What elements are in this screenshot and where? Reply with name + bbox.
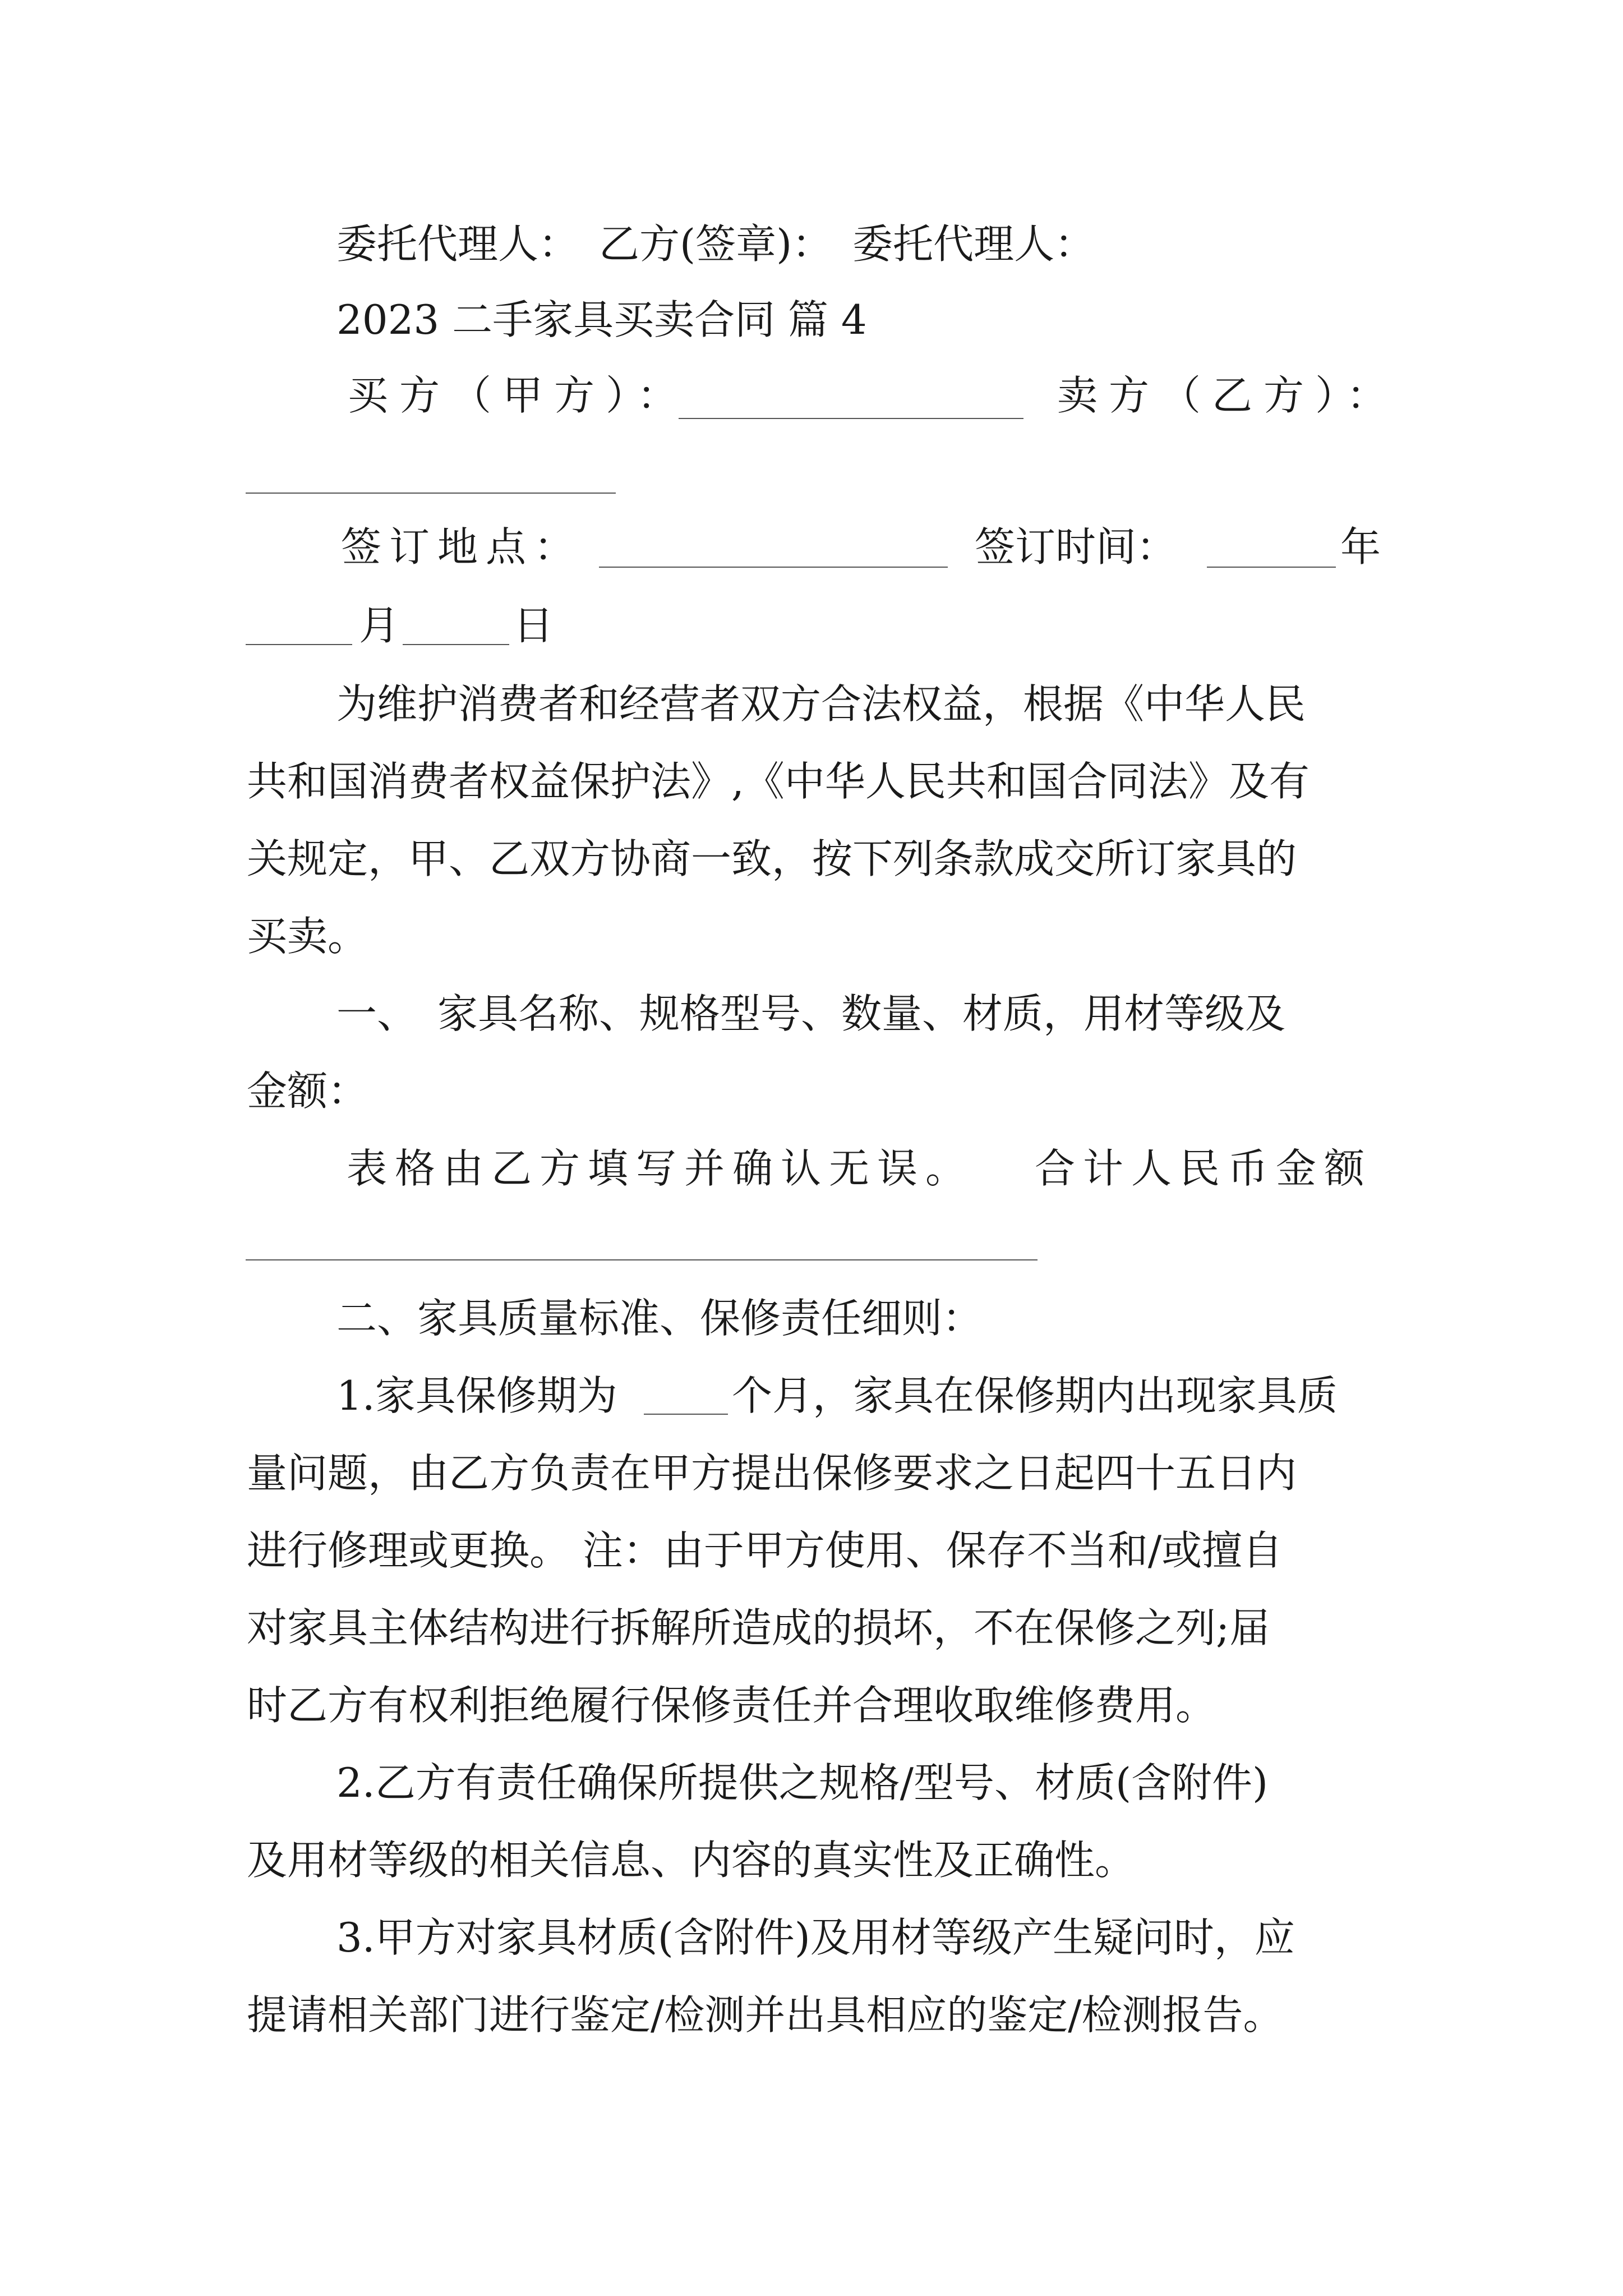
paragraph-line: 2.乙方有责任确保所提供之规格/型号、材质(含附件) [336, 1759, 1269, 1806]
buyer-label: 买方（甲方）： [348, 372, 689, 419]
seller-blank [246, 493, 616, 494]
signature-line: 委托代理人： 乙方(签章)： 委托代理人： [336, 220, 1095, 268]
paragraph-line: 金额： [247, 1068, 368, 1115]
paragraph-line: 关规定，甲、乙双方协商一致，按下列条款成交所订家具的 [247, 835, 1297, 882]
buyer-blank [679, 418, 1023, 419]
paragraph-line: 共和国消费者权益保护法》,《中华人民共和国合同法》及有 [247, 758, 1310, 805]
year-blank [1207, 567, 1336, 568]
paragraph-line: 提请相关部门进行鉴定/检测并出具相应的鉴定/检测报告。 [247, 1991, 1284, 2039]
year-label: 年 [1340, 523, 1381, 570]
clause-heading: 二、家具质量标准、保修责任细则： [336, 1295, 983, 1342]
signing-place-blank [599, 567, 948, 568]
paragraph-line: 3.甲方对家具材质(含附件)及用材等级产生疑问时，应 [336, 1914, 1295, 1961]
signing-place-label: 签订地点： [341, 523, 583, 570]
total-amount-blank [246, 1259, 1038, 1260]
month-blank [246, 644, 352, 645]
month-label: 月 [359, 602, 400, 649]
paragraph-line: 个月，家具在保修期内出现家具质 [732, 1372, 1338, 1419]
paragraph-line: 对家具主体结构进行拆解所造成的损坏，不在保修之列;届 [247, 1604, 1270, 1651]
seller-label: 卖方（乙方）： [1057, 372, 1399, 419]
section-title: 2023 二手家具买卖合同 篇 4 [336, 296, 867, 343]
paragraph-line: 量问题，由乙方负责在甲方提出保修要求之日起四十五日内 [247, 1450, 1297, 1497]
paragraph-line: 时乙方有权利拒绝履行保修责任并合理收取维修费用。 [247, 1682, 1216, 1729]
paragraph-line: 为维护消费者和经营者双方合法权益，根据《中华人民 [336, 680, 1306, 728]
table-note: 表格由乙方填写并确认无误。 [347, 1145, 974, 1192]
day-blank [403, 644, 509, 645]
paragraph-line: 买卖。 [247, 913, 368, 960]
warranty-months-blank [644, 1414, 728, 1415]
paragraph-line: 进行修理或更换。 注：由于甲方使用、保存不当和/或擅自 [247, 1527, 1283, 1574]
total-amount-label: 合计人民币金额 [1035, 1145, 1373, 1192]
paragraph-line: 1.家具保修期为 [336, 1372, 617, 1419]
paragraph-line: 及用材等级的相关信息、内容的真实性及正确性。 [247, 1837, 1136, 1884]
signing-time-label: 签订时间： [975, 523, 1177, 570]
day-label: 日 [513, 602, 554, 649]
clause-heading: 一、 家具名称、规格型号、数量、材质，用材等级及 [336, 990, 1286, 1037]
